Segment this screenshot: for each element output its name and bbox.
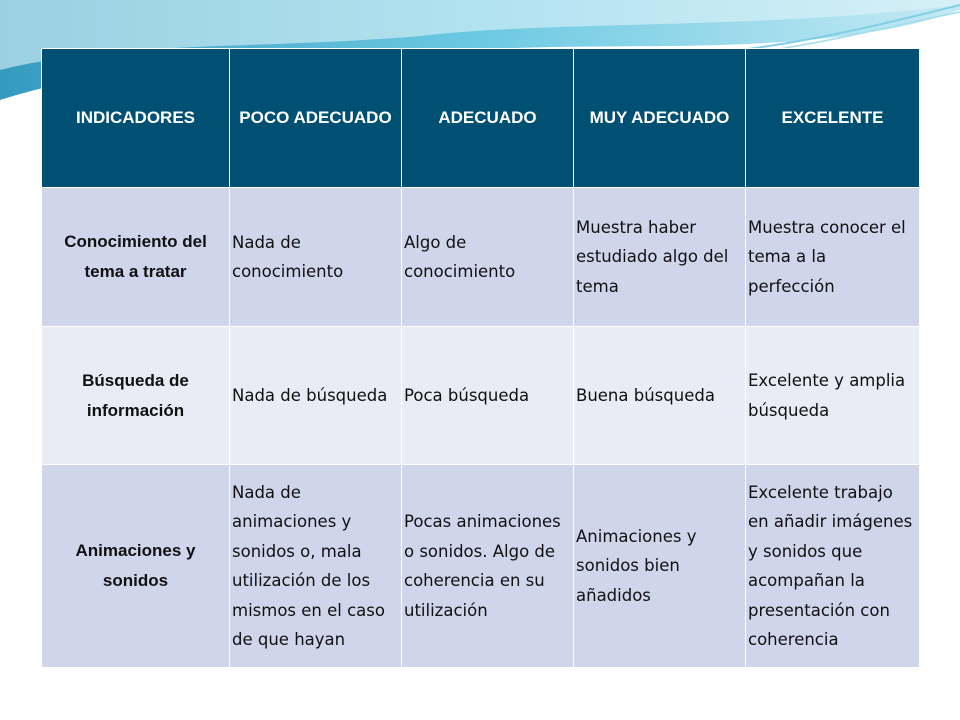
column-header: EXCELENTE <box>746 49 920 188</box>
table-cell: Poca búsqueda <box>402 327 574 465</box>
indicator-cell: Búsqueda de información <box>42 327 230 465</box>
table-cell: Nada de animaciones y sonidos o, mala utilización de los mismos en el caso de que hayan <box>230 465 402 668</box>
header-row <box>42 49 920 188</box>
column-header: INDICADORES <box>42 49 230 188</box>
table-cell: Pocas animaciones o sonidos. Algo de coherencia en su utilización <box>402 465 574 668</box>
table-cell: Algo de conocimiento <box>402 188 574 327</box>
table-cell: Muestra conocer el tema a la perfección <box>746 188 920 327</box>
indicator-cell: Animaciones y sonidos <box>42 465 230 668</box>
table-cell: Muestra haber estudiado algo del tema <box>574 188 746 327</box>
table-row <box>42 327 920 465</box>
table-cell: Excelente y amplia búsqueda <box>746 327 920 465</box>
column-header: MUY ADECUADO <box>574 49 746 188</box>
table-row <box>42 465 920 668</box>
indicator-cell: Conocimiento del tema a tratar <box>42 188 230 327</box>
column-header: ADECUADO <box>402 49 574 188</box>
table-row <box>42 188 920 327</box>
table-cell: Nada de búsqueda <box>230 327 402 465</box>
rubric-table <box>41 48 920 668</box>
rubric-table-container <box>41 48 919 668</box>
table-cell: Buena búsqueda <box>574 327 746 465</box>
table-cell: Excelente trabajo en añadir imágenes y sonidos que acompañan la presentación con coherencia <box>746 465 920 668</box>
table-cell: Animaciones y sonidos bien añadidos <box>574 465 746 668</box>
table-cell: Nada de conocimiento <box>230 188 402 327</box>
column-header: POCO ADECUADO <box>230 49 402 188</box>
